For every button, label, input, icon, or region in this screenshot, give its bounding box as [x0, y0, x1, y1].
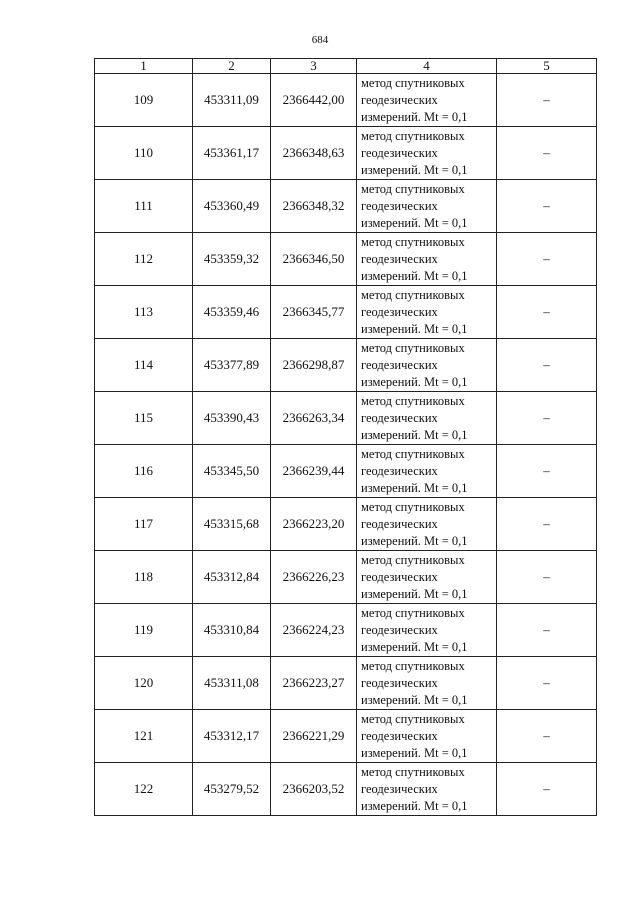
table-row — [95, 180, 597, 233]
table-row — [95, 710, 597, 763]
method-line-3: измерений. Mt = 0,1 — [361, 109, 468, 124]
method-line-2: геодезических — [361, 622, 438, 637]
point-number: 120 — [95, 657, 193, 710]
method-cell — [357, 445, 497, 498]
method-line-2: геодезических — [361, 781, 438, 796]
coord-y: 2366346,50 — [271, 233, 357, 286]
coord-y: 2366442,00 — [271, 74, 357, 127]
point-number: 119 — [95, 604, 193, 657]
table-row — [95, 286, 597, 339]
point-number: 114 — [95, 339, 193, 392]
point-number: 121 — [95, 710, 193, 763]
coord-x: 453311,08 — [193, 657, 271, 710]
method-line-3: измерений. Mt = 0,1 — [361, 215, 468, 230]
coord-x: 453312,84 — [193, 551, 271, 604]
point-number: 122 — [95, 763, 193, 816]
empty-dash: – — [497, 127, 597, 180]
method-line-1: метод спутниковых — [361, 658, 465, 673]
method-line-3: измерений. Mt = 0,1 — [361, 374, 468, 389]
method-line-3: измерений. Mt = 0,1 — [361, 692, 468, 707]
coord-y: 2366345,77 — [271, 286, 357, 339]
coord-y: 2366298,87 — [271, 339, 357, 392]
table-header-row — [95, 59, 597, 74]
coord-y: 2366239,44 — [271, 445, 357, 498]
table-row — [95, 498, 597, 551]
empty-dash: – — [497, 180, 597, 233]
method-line-2: геодезических — [361, 198, 438, 213]
method-line-1: метод спутниковых — [361, 128, 465, 143]
empty-dash: – — [497, 710, 597, 763]
empty-dash: – — [497, 392, 597, 445]
method-line-1: метод спутниковых — [361, 75, 465, 90]
column-header-4: 4 — [357, 59, 497, 74]
method-cell — [357, 657, 497, 710]
coord-x: 453377,89 — [193, 339, 271, 392]
empty-dash: – — [497, 763, 597, 816]
method-line-3: измерений. Mt = 0,1 — [361, 745, 468, 760]
coord-y: 2366348,63 — [271, 127, 357, 180]
coord-x: 453310,84 — [193, 604, 271, 657]
point-number: 115 — [95, 392, 193, 445]
table-row — [95, 127, 597, 180]
method-cell — [357, 604, 497, 657]
coord-y: 2366223,27 — [271, 657, 357, 710]
point-number: 110 — [95, 127, 193, 180]
method-line-3: измерений. Mt = 0,1 — [361, 268, 468, 283]
method-line-3: измерений. Mt = 0,1 — [361, 533, 468, 548]
coord-x: 453312,17 — [193, 710, 271, 763]
table-row — [95, 339, 597, 392]
coord-x: 453390,43 — [193, 392, 271, 445]
method-line-1: метод спутниковых — [361, 393, 465, 408]
coord-y: 2366348,32 — [271, 180, 357, 233]
point-number: 118 — [95, 551, 193, 604]
method-cell — [357, 233, 497, 286]
method-cell — [357, 763, 497, 816]
table-row — [95, 604, 597, 657]
method-line-3: измерений. Mt = 0,1 — [361, 427, 468, 442]
empty-dash: – — [497, 339, 597, 392]
table-row — [95, 74, 597, 127]
method-cell — [357, 180, 497, 233]
point-number: 109 — [95, 74, 193, 127]
coord-x: 453311,09 — [193, 74, 271, 127]
table-body — [95, 74, 597, 816]
column-header-1: 1 — [95, 59, 193, 74]
coord-x: 453279,52 — [193, 763, 271, 816]
method-cell — [357, 286, 497, 339]
method-line-1: метод спутниковых — [361, 287, 465, 302]
empty-dash: – — [497, 74, 597, 127]
method-cell — [357, 127, 497, 180]
method-line-1: метод спутниковых — [361, 711, 465, 726]
method-line-2: геодезических — [361, 675, 438, 690]
coord-y: 2366203,52 — [271, 763, 357, 816]
column-header-2: 2 — [193, 59, 271, 74]
method-line-2: геодезических — [361, 145, 438, 160]
method-line-1: метод спутниковых — [361, 181, 465, 196]
table-row — [95, 392, 597, 445]
coord-y: 2366226,23 — [271, 551, 357, 604]
method-cell — [357, 710, 497, 763]
empty-dash: – — [497, 286, 597, 339]
method-line-2: геодезических — [361, 516, 438, 531]
method-line-1: метод спутниковых — [361, 499, 465, 514]
coord-y: 2366224,23 — [271, 604, 357, 657]
method-line-3: измерений. Mt = 0,1 — [361, 480, 468, 495]
method-cell — [357, 498, 497, 551]
coord-y: 2366223,20 — [271, 498, 357, 551]
method-line-1: метод спутниковых — [361, 552, 465, 567]
method-cell — [357, 551, 497, 604]
empty-dash: – — [497, 498, 597, 551]
empty-dash: – — [497, 233, 597, 286]
empty-dash: – — [497, 551, 597, 604]
method-cell — [357, 74, 497, 127]
coord-x: 453345,50 — [193, 445, 271, 498]
method-line-2: геодезических — [361, 92, 438, 107]
point-number: 113 — [95, 286, 193, 339]
table-row — [95, 551, 597, 604]
method-line-2: геодезических — [361, 251, 438, 266]
table-row — [95, 445, 597, 498]
table-row — [95, 657, 597, 710]
page-number: 684 — [311, 34, 329, 46]
coord-x: 453359,32 — [193, 233, 271, 286]
empty-dash: – — [497, 445, 597, 498]
coord-y: 2366221,29 — [271, 710, 357, 763]
method-line-1: метод спутниковых — [361, 234, 465, 249]
method-line-2: геодезических — [361, 463, 438, 478]
method-line-3: измерений. Mt = 0,1 — [361, 798, 468, 813]
coord-x: 453359,46 — [193, 286, 271, 339]
coordinates-table — [94, 58, 597, 816]
table-row — [95, 233, 597, 286]
point-number: 117 — [95, 498, 193, 551]
method-line-2: геодезических — [361, 569, 438, 584]
method-line-1: метод спутниковых — [361, 446, 465, 461]
coord-y: 2366263,34 — [271, 392, 357, 445]
method-line-3: измерений. Mt = 0,1 — [361, 162, 468, 177]
method-line-2: геодезических — [361, 728, 438, 743]
method-line-2: геодезических — [361, 410, 438, 425]
coord-x: 453315,68 — [193, 498, 271, 551]
point-number: 112 — [95, 233, 193, 286]
point-number: 111 — [95, 180, 193, 233]
point-number: 116 — [95, 445, 193, 498]
coord-x: 453361,17 — [193, 127, 271, 180]
method-line-2: геодезических — [361, 304, 438, 319]
method-line-3: измерений. Mt = 0,1 — [361, 321, 468, 336]
method-line-1: метод спутниковых — [361, 605, 465, 620]
column-header-3: 3 — [271, 59, 357, 74]
method-cell — [357, 339, 497, 392]
method-cell — [357, 392, 497, 445]
method-line-3: измерений. Mt = 0,1 — [361, 639, 468, 654]
method-line-2: геодезических — [361, 357, 438, 372]
method-line-3: измерений. Mt = 0,1 — [361, 586, 468, 601]
table-row — [95, 763, 597, 816]
coord-x: 453360,49 — [193, 180, 271, 233]
empty-dash: – — [497, 604, 597, 657]
method-line-1: метод спутниковых — [361, 764, 465, 779]
column-header-5: 5 — [497, 59, 597, 74]
method-line-1: метод спутниковых — [361, 340, 465, 355]
empty-dash: – — [497, 657, 597, 710]
